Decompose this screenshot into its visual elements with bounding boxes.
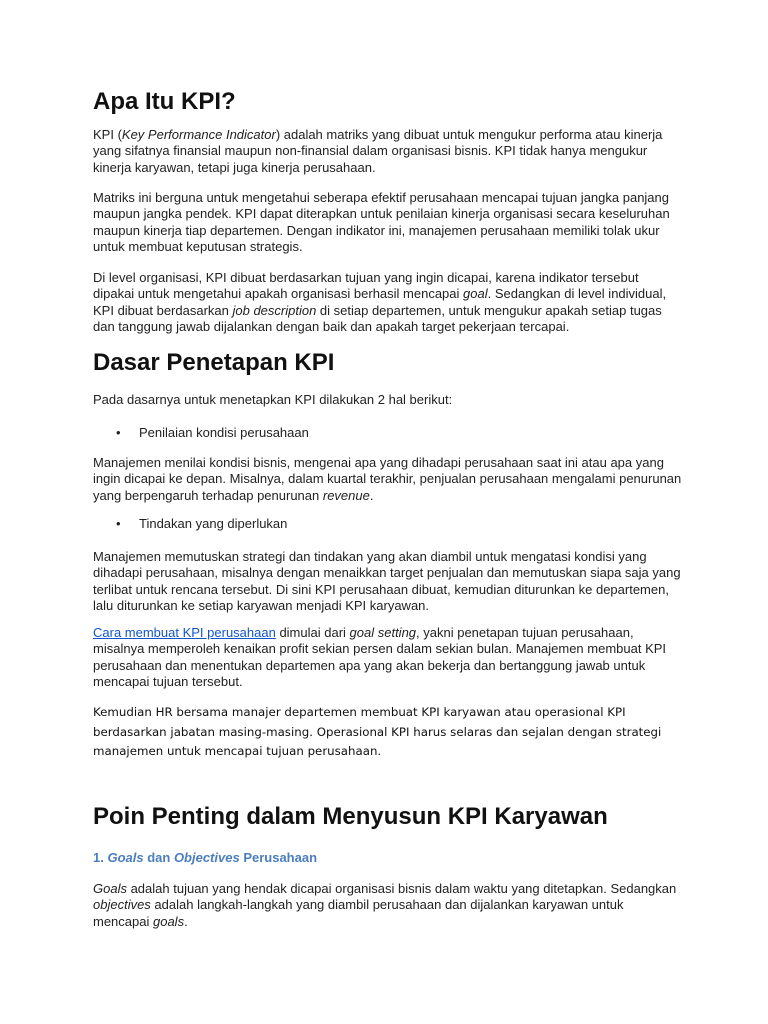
link-cara-membuat-kpi[interactable]: Cara membuat KPI perusahaan — [93, 625, 276, 640]
paragraph-level-organisasi: Di level organisasi, KPI dibuat berdasarkan tujuan yang ingin dicapai, karena indikator tersebut dipakai untuk mengetahui apakah organisasi berhasil mencapai goal. Sedangkan di level individual, KPI dibuat berdasarkan job description di setiap departemen, untuk mengukur apakah setiap tugas dan tanggung jawab dijalankan dengan baik dan apakah target pekerjaan tercapai. — [93, 270, 667, 334]
paragraph-cara-membuat: Cara membuat KPI perusahaan dimulai dari goal setting, yakni penetapan tujuan perusahaan, misalnya memperoleh kenaikan profit sekian persen dalam sekian bulan. Manajemen membuat KPI perusahaan dan menentukan departemen apa yang akan bekerja dan bertanggung jawab untuk mencapai tujuan tersebut. — [93, 625, 667, 689]
paragraph-intro: Pada dasarnya untuk menetapkan KPI dilakukan 2 hal berikut: — [93, 392, 453, 407]
bullet-item-penilaian: • Penilaian kondisi perusahaan — [116, 425, 309, 440]
bullet-item-tindakan: • Tindakan yang diperlukan — [116, 516, 288, 531]
paragraph-kpi-definition: KPI (Key Performance Indicator) adalah matriks yang dibuat untuk mengukur performa atau kinerja yang sifatnya finansial maupun non-finansial dalam organisasi bisnis. KPI tidak hanya mengukur kinerja karyawan, tetapi juga kinerja perusahaan. — [93, 127, 663, 175]
paragraph-penilaian: Manajemen menilai kondisi bisnis, mengenai apa yang dihadapi perusahaan saat ini atau apa yang ingin dicapai ke depan. Misalnya, dalam kuartal terakhir, penjualan perusahaan mengalami penurunan yang berpengaruh terhadap penurunan revenue. — [93, 455, 682, 503]
paragraph-hr: Kemudian HR bersama manajer departemen membuat KPI karyawan atau operasional KPI berdasarkan jabatan masing-masing. Operasional KPI harus selaras dan sejalan dengan strategi manajemen untuk mencapai tujuan perusahaan. — [93, 705, 662, 758]
heading-poin-penting: Poin Penting dalam Menyusun KPI Karyawan — [93, 803, 608, 830]
heading-apa-itu-kpi: Apa Itu KPI? — [93, 88, 236, 115]
bullet-icon: • — [116, 425, 121, 440]
bullet-icon: • — [116, 516, 121, 531]
paragraph-goals: Goals adalah tujuan yang hendak dicapai organisasi bisnis dalam waktu yang ditetapkan. Sedangkan objectives adalah langkah-langkah yang diambil perusahaan dan dijalankan karyawan untuk mencapai goals. — [93, 881, 677, 929]
paragraph-matriks: Matriks ini berguna untuk mengetahui seberapa efektif perusahaan mencapai tujuan jangka panjang maupun jangka pendek. KPI dapat diterapkan untuk penilaian kinerja organisasi secara keseluruhan maupun kinerja tiap departemen. Dengan indikator ini, manajemen perusahaan memiliki tolak ukur untuk membuat keputusan strategis. — [93, 190, 670, 254]
subheading-goals-objectives: 1. Goals dan Objectives Perusahaan — [93, 850, 318, 865]
heading-dasar-penetapan: Dasar Penetapan KPI — [93, 349, 335, 376]
paragraph-tindakan: Manajemen memutuskan strategi dan tindakan yang akan diambil untuk mengatasi kondisi yang dihadapi perusahaan, misalnya dengan menaikkan target penjualan dan memutuskan siapa saja yang terlibat untuk rencana tersebut. Di sini KPI perusahaan dibuat, kemudian diturunkan ke departemen, lalu diturunkan ke setiap karyawan menjadi KPI karyawan. — [93, 549, 681, 613]
